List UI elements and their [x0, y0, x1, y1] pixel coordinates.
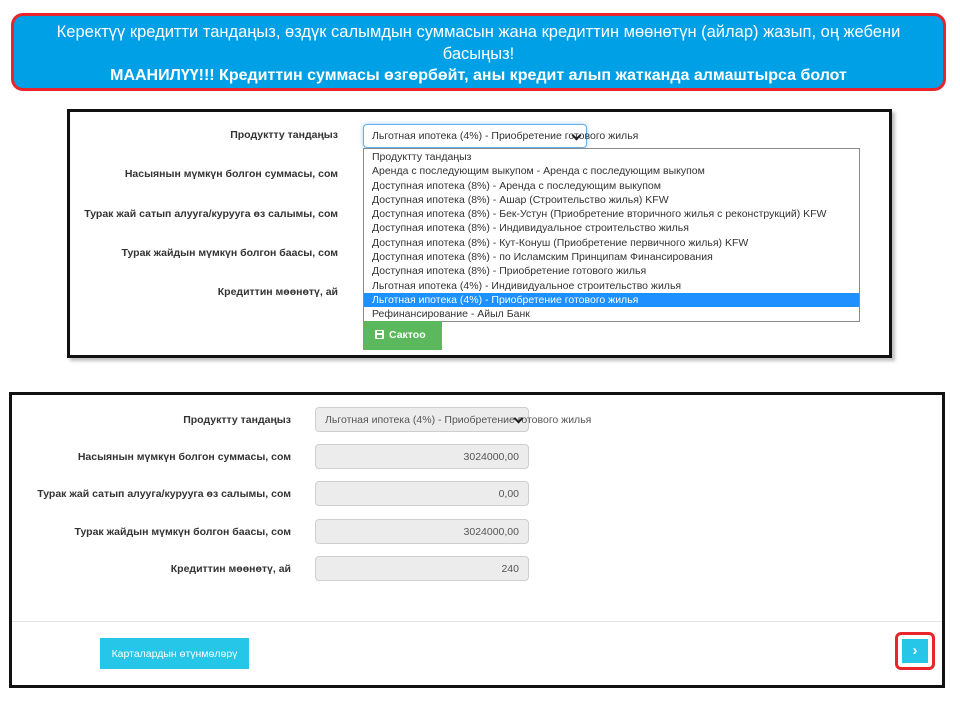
property-price-label: Турак жайдын мүмкүн болгон баасы, сом [121, 247, 338, 259]
product-option[interactable]: Продуктту тандаңыз [372, 151, 472, 163]
chevron-right-icon: › [912, 642, 918, 659]
product-label: Продуктту тандаңыз [230, 129, 338, 141]
product-select-value: Льготная ипотека (4%) - Приобретение готового жилья [325, 414, 592, 426]
down-payment-input[interactable]: 0,00 [315, 481, 529, 506]
product-option[interactable]: Доступная ипотека (8%) - Бек-Устун (Приобретение вторичного жилья с реконструкций) KFW [372, 208, 827, 221]
product-option[interactable]: Льготная ипотека (4%) - Индивидуальное строительство жилья [372, 279, 682, 292]
product-label: Продуктту тандаңыз [183, 414, 291, 426]
loan-amount-label: Насыянын мүмкүн болгон суммасы, сом [77, 451, 291, 463]
property-price-label: Турак жайдын мүмкүн болгон баасы, сом [74, 526, 291, 538]
save-button[interactable] [363, 321, 442, 350]
product-select[interactable] [315, 407, 592, 432]
product-options-list[interactable] [363, 148, 860, 322]
product-form-filled [9, 392, 945, 688]
product-select-value: Льготная ипотека (4%) - Приобретение готового жилья [372, 130, 639, 142]
loan-amount-label: Насыянын мүмкүн болгон суммасы, сом [124, 168, 338, 180]
product-option[interactable]: Доступная ипотека (8%) - Аренда с последующим выкупом [372, 179, 661, 192]
down-payment-label: Турак жай сатып алууга/курууга өз салымы, сом [84, 208, 338, 220]
term-label: Кредиттин мөөнөтү, ай [217, 286, 338, 298]
product-option[interactable]: Доступная ипотека (8%) - Индивидуальное строительство жилья [372, 222, 689, 235]
save-button-label: Сактоо [389, 329, 426, 341]
instruction-text: Керектүү кредитти тандаңыз, өздүк салымдын суммасын жана кредиттин мөөнөтүн (айлар) жазып, оң жебени басыңыз! [56, 23, 901, 63]
product-option[interactable]: Доступная ипотека (8%) - Кут-Конуш (Приобретение первичного жилья) KFW [372, 236, 749, 249]
product-option[interactable]: Доступная ипотека (8%) - Приобретение готового жилья [372, 265, 647, 278]
next-button[interactable] [902, 639, 928, 663]
product-option[interactable]: Рефинансирование - Айыл Банк [372, 308, 530, 321]
product-option[interactable]: Доступная ипотека (8%) - Ашар (Строительство жилья) KFW [372, 193, 669, 206]
down-payment-label: Турак жай сатып алууга/курууга өз салымы, сом [37, 488, 291, 500]
instruction-banner [11, 13, 946, 91]
next-button-highlight [895, 632, 935, 670]
important-note: МААНИЛҮҮ!!! Кредиттин суммасы өзгөрбөйт, аны кредит алып жатканда алмаштырса болот [110, 67, 847, 84]
footer-divider [12, 621, 942, 622]
term-input[interactable]: 240 [315, 556, 529, 581]
product-option-selected[interactable]: Льготная ипотека (4%) - Приобретение готового жилья [364, 293, 859, 307]
floppy-disk-icon [375, 330, 384, 339]
card-applications-button[interactable]: Карталардын өтүнмөлөрү [100, 638, 249, 669]
product-option[interactable]: Доступная ипотека (8%) - по Исламским Принципам Финансирования [372, 251, 713, 264]
property-price-input[interactable]: 3024000,00 [315, 519, 529, 544]
loan-amount-input[interactable]: 3024000,00 [315, 444, 529, 469]
product-option[interactable]: Аренда с последующим выкупом - Аренда с последующим выкупом [372, 165, 705, 178]
product-form-dropdown-open [67, 109, 892, 358]
product-select[interactable] [363, 124, 639, 148]
term-label: Кредиттин мөөнөтү, ай [170, 563, 291, 575]
